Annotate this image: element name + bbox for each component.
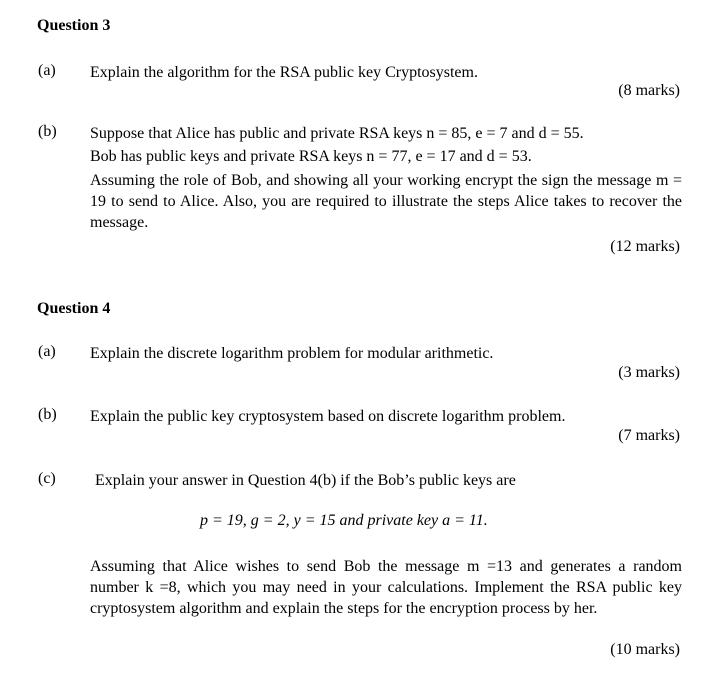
q3-part-b-body: Assuming the role of Bob, and showing all your working encrypt the sign the message m = 19 to send to Alice. Also, you are required to illustrate the steps Alice takes to recover the message. — [90, 172, 682, 231]
question-4-title: Question 4 — [37, 300, 111, 317]
q4-part-a-text: Explain the discrete logarithm problem for modular arithmetic. — [90, 345, 494, 362]
q3-part-b-label: (b) — [38, 123, 57, 140]
q4-part-b-marks: (7 marks) — [618, 427, 680, 444]
q4-part-a-marks: (3 marks) — [618, 364, 680, 381]
q3-part-a-text: Explain the algorithm for the RSA public key Cryptosystem. — [90, 64, 478, 81]
question-3-title: Question 3 — [37, 17, 111, 34]
q4-part-b-text: Explain the public key cryptosystem based on discrete logarithm problem. — [90, 408, 566, 425]
q4-part-c-marks: (10 marks) — [610, 641, 680, 658]
q4-part-a-label: (a) — [38, 343, 56, 360]
q3-part-a-label: (a) — [38, 62, 56, 79]
q3-part-b-line1: Suppose that Alice has public and private RSA keys n = 85, e = 7 and d = 55. — [90, 125, 584, 142]
q4-part-c-body: Assuming that Alice wishes to send Bob the message m =13 and generates a random number k =8, which you may need in your calculations. Implement the RSA public key cryptosystem algorithm and explain the steps for the encryption process by her. — [90, 558, 682, 617]
q3-part-a-marks: (8 marks) — [618, 82, 680, 99]
q3-part-b-marks: (12 marks) — [610, 238, 680, 255]
q4-part-c-equation: p = 19, g = 2, y = 15 and private key a = 11. — [200, 512, 488, 529]
q4-part-c-label: (c) — [38, 470, 56, 487]
q3-part-b-line2: Bob has public keys and private RSA keys n = 77, e = 17 and d = 53. — [90, 148, 532, 165]
q4-part-b-label: (b) — [38, 406, 57, 423]
q4-part-c-intro: Explain your answer in Question 4(b) if the Bob’s public keys are — [95, 472, 516, 489]
